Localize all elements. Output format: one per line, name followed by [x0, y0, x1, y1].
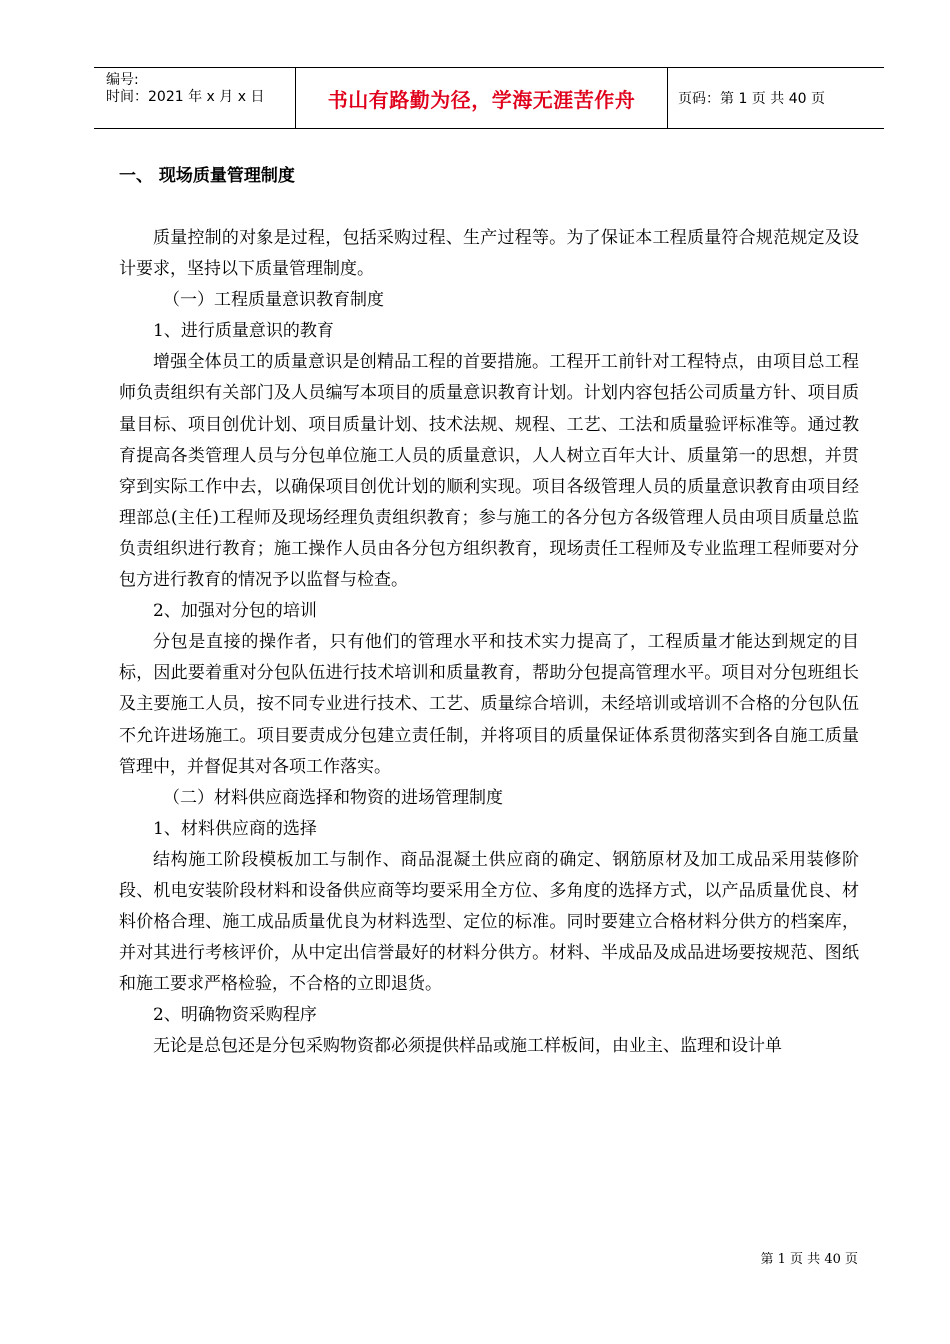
document-time: 时间：2021 年 x 月 x 日	[106, 89, 265, 105]
item-heading-2-1: 1、材料供应商的选择	[153, 818, 317, 839]
subsection-heading-2: （二）材料供应商选择和物资的进场管理制度	[163, 787, 503, 808]
section-heading: 一、 现场质量管理制度	[119, 166, 295, 186]
document-number: 编号:	[106, 72, 139, 88]
header-meta	[94, 68, 296, 128]
document-body	[119, 155, 859, 1063]
paragraph-quality-education: 增强全体员工的质量意识是创精品工程的首要措施。工程开工前针对工程特点，由项目总工程师负责组织有关部门及人员编写本项目的质量意识教育计划。计划内容包括公司质量方针、项目质量目标、项目创优计划、项目质量计划、技术法规、规程、工艺、工法和质量验评标准等。通过教育提高各类管理人员与分包单位施工人员的质量意识，人人树立百年大计、质量第一的思想，并贯穿到实际工作中去，以确保项目创优计划的顺利实现。项目各级管理人员的质量意识教育由项目经理部总(主任)工程师及现场经理负责组织教育；参与施工的各分包方各级管理人员由项目质量总监负责组织进行教育；施工操作人员由各分包方组织教育，现场责任工程师及专业监理工程师要对分包方进行教育的情况予以监督与检查。	[119, 352, 859, 591]
paragraph-intro: 质量控制的对象是过程，包括采购过程、生产过程等。为了保证本工程质量符合规范规定及设计要求，坚持以下质量管理制度。	[119, 228, 859, 280]
subsection-heading-1: （一）工程质量意识教育制度	[163, 290, 384, 311]
item-heading-1-2: 2、加强对分包的培训	[153, 601, 317, 622]
page-footer: 第 1 页 共 40 页	[760, 1252, 858, 1267]
header-page-number: 页码：第 1 页 共 40 页	[678, 91, 825, 107]
page-header	[94, 67, 884, 129]
item-heading-2-2: 2、明确物资采购程序	[153, 1005, 317, 1026]
paragraph-supplier-selection: 结构施工阶段模板加工与制作、商品混凝土供应商的确定、钢筋原材及加工成品采用装修阶段、机电安装阶段材料和设备供应商等均要采用全方位、多角度的选择方式，以产品质量优良、材料价格合理、施工成品质量优良为材料选型、定位的标准。同时要建立合格材料分供方的档案库，并对其进行考核评价，从中定出信誉最好的材料分供方。材料、半成品及成品进场要按规范、图纸和施工要求严格检验，不合格的立即退货。	[119, 849, 859, 995]
header-page-cell	[668, 68, 884, 128]
header-motto-cell	[296, 68, 668, 128]
item-heading-1-1: 1、进行质量意识的教育	[153, 321, 334, 342]
header-motto: 书山有路勤为径，学海无涯苦作舟	[327, 87, 636, 112]
paragraph-subcontract-training: 分包是直接的操作者，只有他们的管理水平和技术实力提高了，工程质量才能达到规定的目标，因此要着重对分包队伍进行技术培训和质量教育，帮助分包提高管理水平。项目对分包班组长及主要施工人员，按不同专业进行技术、工艺、质量综合培训，未经培训或培训不合格的分包队伍不允许进场施工。项目要责成分包建立责任制，并将项目的质量保证体系贯彻落实到各自施工质量管理中，并督促其对各项工作落实。	[119, 632, 859, 777]
paragraph-procurement: 无论是总包还是分包采购物资都必须提供样品或施工样板间，由业主、监理和设计单	[153, 1036, 782, 1057]
